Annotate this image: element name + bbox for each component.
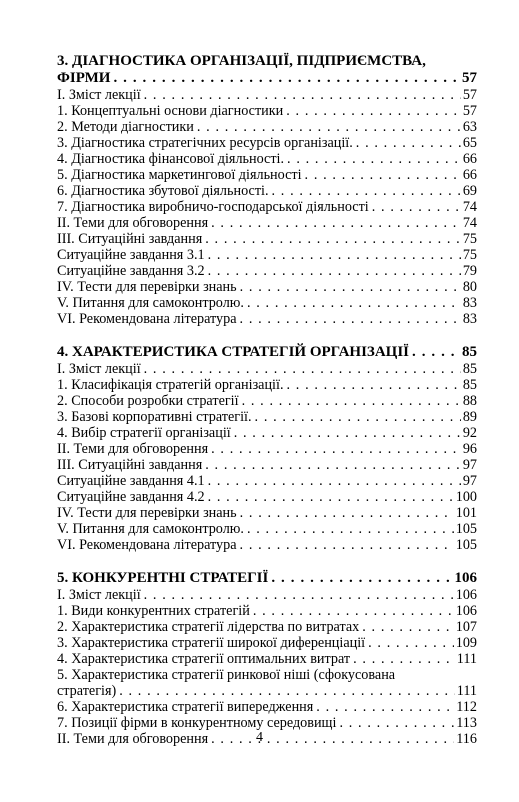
entry-label: Ситуаційне завдання 3.1 [57,247,205,263]
page-ref: 88 [462,393,477,409]
toc-entry[interactable] [57,587,477,603]
page-ref: 57 [462,87,477,103]
toc-entry[interactable] [57,361,477,377]
toc-entry[interactable] [57,103,477,119]
page-ref: 101 [455,505,477,521]
page-ref: 106 [455,603,477,619]
leader-dots [202,457,461,473]
page-ref: 69 [462,183,477,199]
page-ref: 111 [456,651,477,667]
entry-label: 3. Діагностика стратегічних ресурсів організації. [57,135,353,151]
entry-label: 6. Характеристика стратегії випередження [57,699,314,715]
leader-dots [237,279,461,295]
leader-dots [116,683,455,699]
page-ref: 83 [462,311,477,327]
entry-label: 5. Діагностика маркетингової діяльності [57,167,302,183]
toc-entry[interactable] [57,87,477,103]
section-heading-line1: 3. ДІАГНОСТИКА ОРГАНІЗАЦІЇ, ПІДПРИЄМСТВА, [57,53,426,69]
leader-dots [237,505,454,521]
page-ref: 57 [462,103,477,119]
page-number: 4 [256,730,263,745]
toc-entry[interactable] [57,441,477,457]
leader-dots [283,103,461,119]
toc-entry[interactable] [57,473,477,489]
entry-label: Ситуаційне завдання 3.2 [57,263,205,279]
entry-label: І. Зміст лекції [57,587,141,603]
toc-entry[interactable] [57,215,477,231]
leader-dots [336,715,454,731]
leader-dots [313,699,454,715]
page-ref: 66 [462,167,477,183]
entry-label: ІІІ. Ситуаційні завдання [57,231,203,247]
page-ref: 74 [462,215,477,231]
page-ref: 85 [462,361,477,377]
entry-label: 2. Методи діагностики [57,119,194,135]
section-heading-entry[interactable] [57,570,477,587]
leader-dots [208,215,461,231]
leader-dots [141,587,454,603]
toc-entry[interactable] [57,231,477,247]
toc-entry[interactable] [57,311,477,327]
entry-label: ІV. Тести для перевірки знань [57,505,237,521]
leader-dots [284,377,461,393]
entry-label: 4. Вибір стратегії організації [57,425,231,441]
leader-dots [110,70,460,87]
page-ref: 106 [455,587,477,603]
page-ref: 107 [455,619,477,635]
page-ref: 96 [462,441,477,457]
entry-label: Ситуаційне завдання 4.2 [57,489,205,505]
leader-dots [302,167,461,183]
entry-label: 7. Позиції фірми в конкурентному середовищі [57,715,337,731]
table-of-contents [57,53,477,764]
toc-entry[interactable] [57,263,477,279]
leader-dots [205,473,461,489]
entry-label: V. Питання для самоконтролю. [57,295,244,311]
entry-label: Ситуаційне завдання 4.1 [57,473,205,489]
page-ref: 92 [462,425,477,441]
page-ref: 106 [454,570,477,586]
page-ref: 97 [462,473,477,489]
section-heading: 5. КОНКУРЕНТНІ СТРАТЕГІЇ [57,570,269,586]
page-ref: 80 [462,279,477,295]
toc-entry[interactable] [57,635,477,651]
page-ref: 79 [462,263,477,279]
page-ref: 100 [455,489,477,505]
leader-dots [250,603,454,619]
toc-section-4 [57,344,477,553]
leader-dots [202,231,461,247]
entry-label: ІІ. Теми для обговорення [57,215,209,231]
toc-entry[interactable] [57,199,477,215]
entry-label: 3. Характеристика стратегії широкої диференціації [57,635,366,651]
page-ref: 85 [462,344,477,360]
toc-entry[interactable] [57,295,477,311]
leader-dots [244,295,461,311]
section-heading-entry[interactable] [57,70,477,87]
page-ref: 83 [462,295,477,311]
toc-entry[interactable] [57,699,477,715]
page-ref: 113 [456,715,477,731]
page-ref: 105 [455,521,477,537]
toc-entry[interactable] [57,167,477,183]
leader-dots [237,537,454,553]
leader-dots [369,199,461,215]
page-ref: 111 [456,683,477,699]
entry-label: ІІ. Теми для обговорення [57,441,209,457]
entry-label: 2. Способи розробки стратегії [57,393,239,409]
entry-label: 1. Концептуальні основи діагностики [57,103,284,119]
section-heading: 4. ХАРАКТЕРИСТИКА СТРАТЕГІЙ ОРГАНІЗАЦІЇ [57,344,409,360]
entry-label: V. Питання для самоконтролю. [57,521,244,537]
leader-dots [365,635,454,651]
page-ref: 116 [456,731,477,747]
entry-label: 2. Характеристика стратегії лідерства по витратах [57,619,360,635]
leader-dots [231,425,461,441]
toc-entry[interactable] [57,537,477,553]
page-ref: 112 [456,699,477,715]
toc-entry[interactable] [57,279,477,295]
toc-entry[interactable] [57,683,477,699]
entry-label: VІ. Рекомендована література [57,537,237,553]
toc-entry[interactable] [57,489,477,505]
page-ref: 75 [462,231,477,247]
entry-label: ІІ. Теми для обговорення [57,731,209,747]
leader-dots [237,311,461,327]
entry-label-line2: стратегія) [57,683,117,699]
section-heading-line2: ФІРМИ [57,70,111,86]
leader-dots [208,441,461,457]
entry-label: 3. Базові корпоративні стратегії. [57,409,252,425]
entry-label: 6. Діагностика збутової діяльності. [57,183,269,199]
toc-entry[interactable] [57,505,477,521]
leader-dots [350,651,455,667]
toc-entry[interactable] [57,119,477,135]
leader-dots [141,87,461,103]
leader-dots [359,619,453,635]
entry-label-line1[interactable]: 5. Характеристика стратегії ринкової ніші (сфокусована [57,667,396,683]
page-ref: 89 [462,409,477,425]
page-ref: 97 [462,457,477,473]
toc-entry[interactable] [57,603,477,619]
page-ref: 105 [455,537,477,553]
leader-dots [194,119,461,135]
toc-entry[interactable] [57,457,477,473]
section-heading-entry[interactable] [57,344,477,361]
leader-dots [239,393,461,409]
page-ref: 66 [462,151,477,167]
leader-dots [409,344,460,361]
leader-dots [269,183,461,199]
entry-label: 4. Характеристика стратегії оптимальних витрат [57,651,351,667]
leader-dots [205,489,454,505]
toc-section-5 [57,570,477,747]
page-ref: 74 [462,199,477,215]
page-ref: 65 [462,135,477,151]
entry-label: ІІІ. Ситуаційні завдання [57,457,203,473]
toc-section-3 [57,53,477,327]
entry-label: VІ. Рекомендована література [57,311,237,327]
page-ref: 109 [455,635,477,651]
entry-label: 7. Діагностика виробничо-господарської діяльності [57,199,369,215]
entry-label: І. Зміст лекції [57,87,141,103]
leader-dots [252,409,461,425]
page-ref: 63 [462,119,477,135]
toc-entry[interactable] [57,247,477,263]
toc-entry[interactable] [57,409,477,425]
leader-dots [244,521,454,537]
leader-dots [353,135,461,151]
toc-entry[interactable] [57,135,477,151]
toc-entry[interactable] [57,377,477,393]
page-ref: 57 [462,70,477,86]
page-ref: 75 [462,247,477,263]
entry-label: 1. Класифікація стратегій організації. [57,377,284,393]
leader-dots [268,570,452,587]
toc-entry[interactable] [57,393,477,409]
toc-entry[interactable] [57,521,477,537]
page-ref: 85 [462,377,477,393]
toc-entry[interactable] [57,151,477,167]
toc-entry[interactable] [57,619,477,635]
toc-entry[interactable] [57,651,477,667]
leader-dots [284,151,461,167]
entry-label: ІV. Тести для перевірки знань [57,279,237,295]
toc-entry[interactable] [57,715,477,731]
leader-dots [205,247,461,263]
toc-entry[interactable] [57,183,477,199]
entry-label: І. Зміст лекції [57,361,141,377]
entry-label: 4. Діагностика фінансової діяльності. [57,151,285,167]
leader-dots [205,263,461,279]
leader-dots [141,361,461,377]
entry-label: 1. Види конкурентних стратегій [57,603,250,619]
toc-entry[interactable] [57,425,477,441]
